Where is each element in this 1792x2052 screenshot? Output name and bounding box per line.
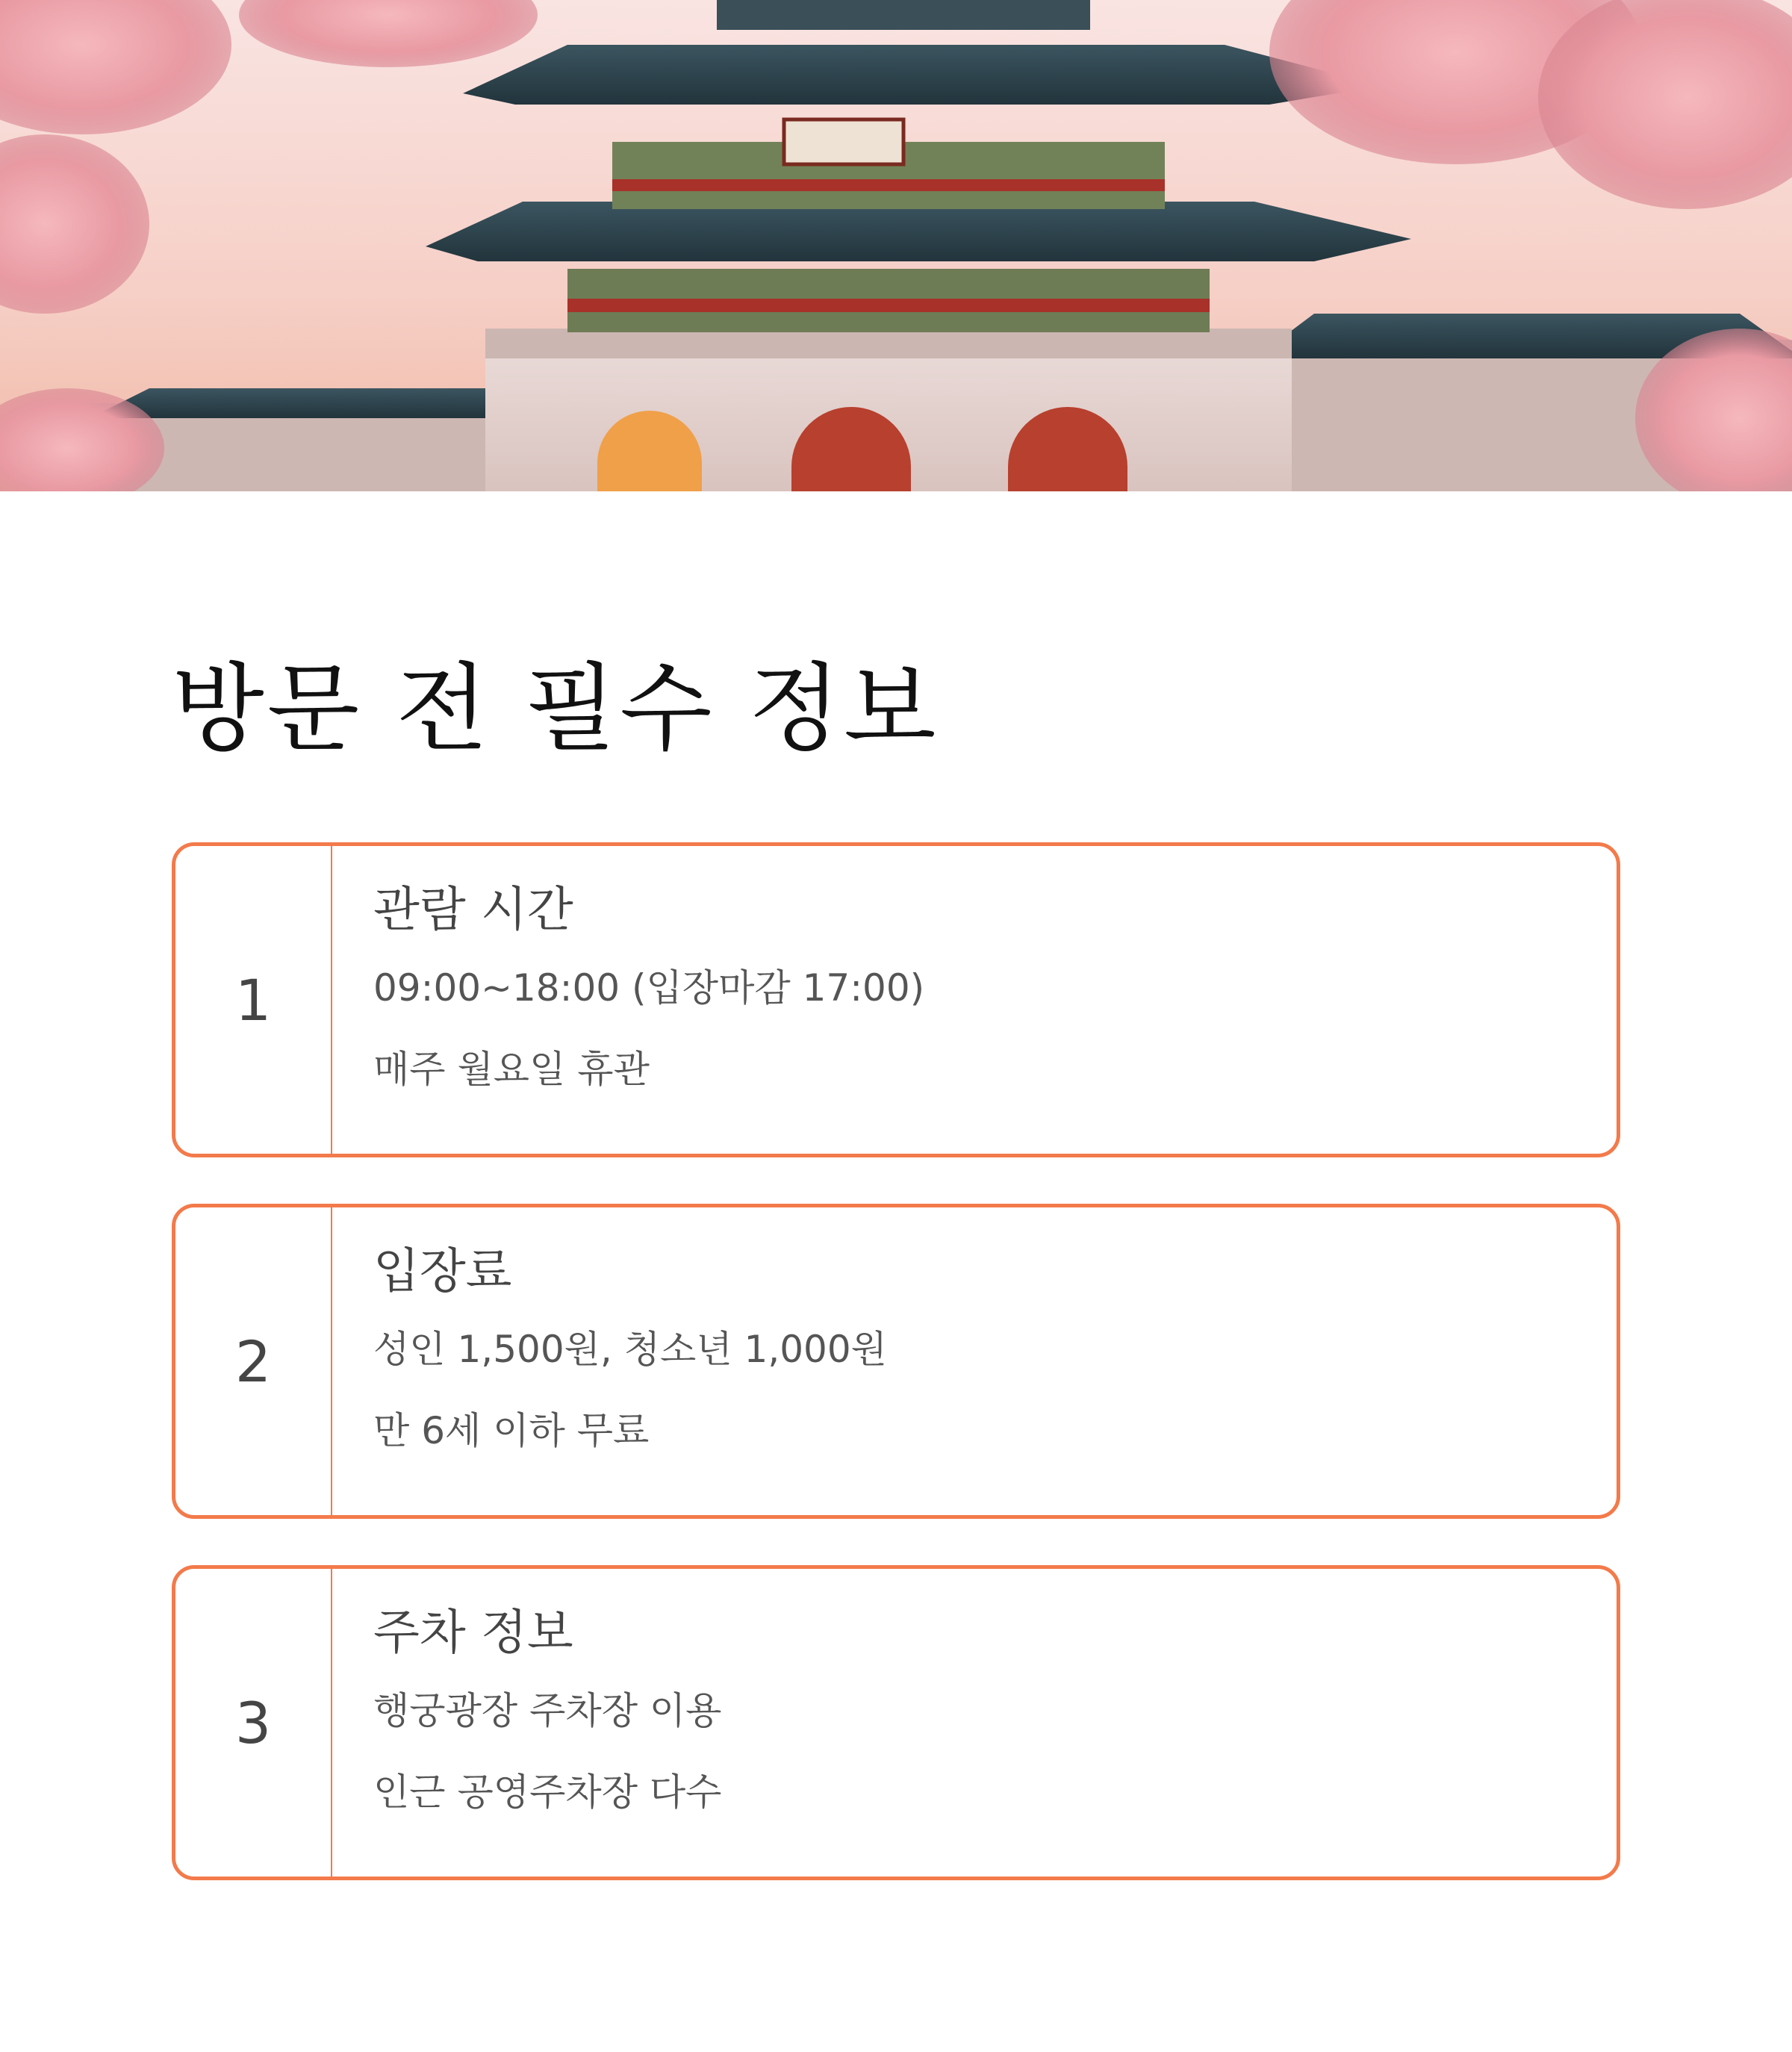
card-number: 3 xyxy=(175,1569,332,1877)
palace-gate-illustration xyxy=(0,0,1792,491)
info-card-parking xyxy=(172,1565,1620,1880)
card-line: 인근 공영주차장 다수 xyxy=(373,1770,722,1815)
card-line: 성인 1,500원, 청소년 1,000원 xyxy=(373,1327,887,1371)
page-title: 방문 전 필수 정보 xyxy=(172,653,939,765)
card-body xyxy=(373,1245,1587,1492)
info-card-visiting-hours xyxy=(172,842,1620,1157)
card-line: 매주 월요일 휴관 xyxy=(373,1048,650,1092)
card-line: 만 6세 이하 무료 xyxy=(373,1409,650,1453)
card-title: 입장료 xyxy=(373,1244,512,1299)
card-line: 행궁광장 주차장 이용 xyxy=(373,1688,722,1732)
hero-image xyxy=(0,0,1792,491)
card-line: 09:00~18:00 (입장마감 17:00) xyxy=(373,966,925,1010)
card-body xyxy=(373,1606,1587,1853)
info-card-admission-fee xyxy=(172,1204,1620,1519)
card-number: 2 xyxy=(175,1207,332,1515)
card-number: 1 xyxy=(175,846,332,1154)
card-body xyxy=(373,883,1587,1131)
card-title: 관람 시간 xyxy=(373,883,573,938)
card-title: 주차 정보 xyxy=(373,1605,573,1661)
